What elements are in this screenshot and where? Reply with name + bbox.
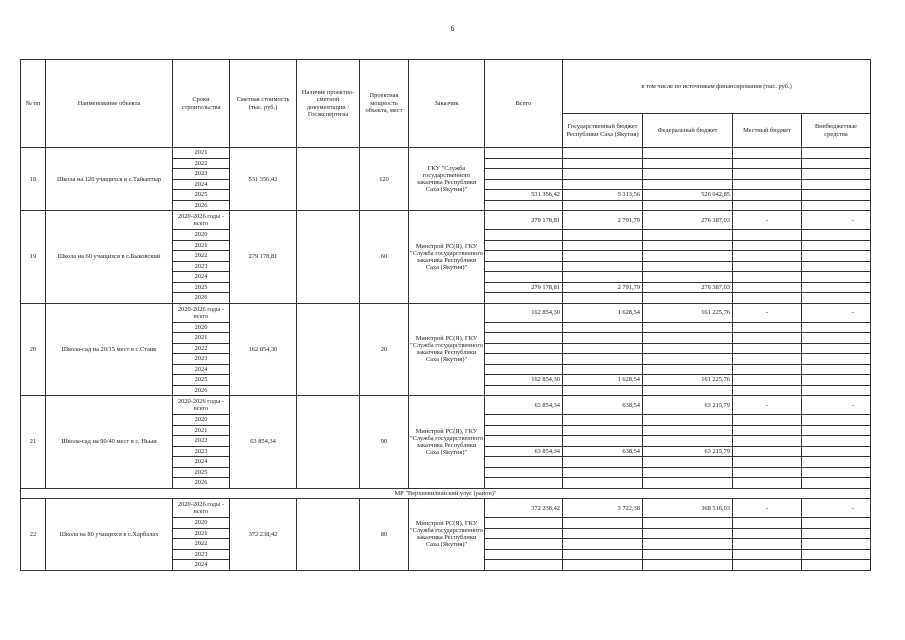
state-budget-cell: 638,54 bbox=[563, 446, 643, 457]
total-cell bbox=[485, 343, 563, 354]
state-budget-cell: 3 722,38 bbox=[563, 499, 643, 518]
state-budget-cell: 1 628,54 bbox=[563, 375, 643, 386]
total-cell bbox=[485, 230, 563, 241]
federal-budget-cell: 161 225,76 bbox=[643, 375, 733, 386]
extra-budget-cell bbox=[802, 322, 871, 333]
total-cell: 162 854,30 bbox=[485, 375, 563, 386]
extra-budget-cell bbox=[802, 200, 871, 211]
object-capacity: 20 bbox=[360, 303, 409, 396]
object-number: 20 bbox=[21, 303, 46, 396]
object-capacity: 60 bbox=[360, 211, 409, 304]
federal-budget-cell bbox=[643, 158, 733, 169]
state-budget-cell bbox=[563, 436, 643, 447]
extra-budget-cell bbox=[802, 251, 871, 262]
total-cell bbox=[485, 539, 563, 550]
table-body bbox=[21, 148, 871, 571]
federal-budget-cell bbox=[643, 560, 733, 571]
period-cell: 2024 bbox=[173, 364, 230, 375]
federal-budget-cell: 63 215,79 bbox=[643, 446, 733, 457]
object-cost: 63 854,34 bbox=[230, 396, 297, 489]
total-cell bbox=[485, 415, 563, 426]
federal-budget-cell bbox=[643, 385, 733, 396]
object-name: Школа-сад на 90/40 мест в с. Ньыи bbox=[46, 396, 173, 489]
total-cell bbox=[485, 261, 563, 272]
total-cell bbox=[485, 158, 563, 169]
period-cell: 2022 bbox=[173, 251, 230, 262]
object-customer: Минстрой РС(Я), ГКУ "Служба государственного заказчика Республики Саха (Якутия)" bbox=[409, 499, 485, 571]
total-cell: 63 854,34 bbox=[485, 446, 563, 457]
extra-budget-cell bbox=[802, 148, 871, 159]
object-cost: 279 178,81 bbox=[230, 211, 297, 304]
extra-budget-cell bbox=[802, 343, 871, 354]
federal-budget-cell bbox=[643, 333, 733, 344]
table-row bbox=[21, 148, 871, 159]
object-docs bbox=[297, 499, 360, 571]
period-cell: 2023 bbox=[173, 354, 230, 365]
extra-budget-cell bbox=[802, 560, 871, 571]
local-budget-cell bbox=[733, 282, 802, 293]
federal-budget-cell: 526 042,85 bbox=[643, 190, 733, 201]
object-customer: ГКУ "Служба государственного заказчика Республики Саха (Якутия)" bbox=[409, 148, 485, 211]
extra-budget-cell bbox=[802, 425, 871, 436]
total-cell: 372 238,42 bbox=[485, 499, 563, 518]
local-budget-cell bbox=[733, 343, 802, 354]
local-budget-cell bbox=[733, 415, 802, 426]
period-cell: 2020 bbox=[173, 415, 230, 426]
local-budget-cell bbox=[733, 240, 802, 251]
federal-budget-cell bbox=[643, 354, 733, 365]
period-cell: 2020 bbox=[173, 230, 230, 241]
table-row bbox=[21, 303, 871, 322]
object-customer: Минстрой РС(Я), ГКУ "Служба государственного заказчика Республики Саха (Якутия)" bbox=[409, 303, 485, 396]
object-number: 19 bbox=[21, 211, 46, 304]
period-cell: 2022 bbox=[173, 343, 230, 354]
federal-budget-cell bbox=[643, 240, 733, 251]
total-cell bbox=[485, 560, 563, 571]
period-cell: 2023 bbox=[173, 169, 230, 180]
state-budget-cell bbox=[563, 518, 643, 529]
federal-budget-cell: 63 215,79 bbox=[643, 396, 733, 415]
local-budget-cell bbox=[733, 322, 802, 333]
state-budget-cell bbox=[563, 467, 643, 478]
state-budget-cell bbox=[563, 251, 643, 262]
object-cost: 162 854,30 bbox=[230, 303, 297, 396]
period-cell: 2021 bbox=[173, 333, 230, 344]
state-budget-cell: 1 628,54 bbox=[563, 303, 643, 322]
federal-budget-cell bbox=[643, 549, 733, 560]
state-budget-cell: 5 313,56 bbox=[563, 190, 643, 201]
header-name: Наименование объекта bbox=[46, 60, 173, 148]
page-number: 6 bbox=[450, 24, 455, 33]
state-budget-cell bbox=[563, 528, 643, 539]
state-budget-cell bbox=[563, 364, 643, 375]
federal-budget-cell bbox=[643, 200, 733, 211]
federal-budget-cell bbox=[643, 179, 733, 190]
state-budget-cell bbox=[563, 354, 643, 365]
federal-budget-cell bbox=[643, 272, 733, 283]
state-budget-cell bbox=[563, 261, 643, 272]
header-extra: Внебюджетные средства bbox=[802, 114, 871, 148]
federal-budget-cell bbox=[643, 251, 733, 262]
total-cell bbox=[485, 333, 563, 344]
object-docs bbox=[297, 148, 360, 211]
object-customer: Минстрой РС(Я), ГКУ "Служба государственного заказчика Республики Саха (Якутия)" bbox=[409, 211, 485, 304]
state-budget-cell bbox=[563, 179, 643, 190]
state-budget-cell bbox=[563, 343, 643, 354]
local-budget-cell bbox=[733, 539, 802, 550]
period-cell: 2024 bbox=[173, 560, 230, 571]
region-title: МР "Верхневилюйский улус (район)" bbox=[21, 488, 871, 499]
local-budget-cell bbox=[733, 478, 802, 489]
period-cell: 2020-2026 годы - всего bbox=[173, 303, 230, 322]
total-cell bbox=[485, 169, 563, 180]
table-row bbox=[21, 499, 871, 518]
extra-budget-cell: - bbox=[802, 396, 871, 415]
total-cell: 162 854,30 bbox=[485, 303, 563, 322]
total-cell bbox=[485, 251, 563, 262]
extra-budget-cell: - bbox=[802, 499, 871, 518]
extra-budget-cell bbox=[802, 539, 871, 550]
extra-budget-cell bbox=[802, 364, 871, 375]
extra-budget-cell bbox=[802, 230, 871, 241]
local-budget-cell bbox=[733, 457, 802, 468]
extra-budget-cell bbox=[802, 169, 871, 180]
extra-budget-cell bbox=[802, 446, 871, 457]
local-budget-cell bbox=[733, 436, 802, 447]
local-budget-cell bbox=[733, 375, 802, 386]
local-budget-cell bbox=[733, 549, 802, 560]
local-budget-cell bbox=[733, 148, 802, 159]
extra-budget-cell bbox=[802, 375, 871, 386]
extra-budget-cell bbox=[802, 518, 871, 529]
object-capacity: 120 bbox=[360, 148, 409, 211]
local-budget-cell bbox=[733, 261, 802, 272]
period-cell: 2021 bbox=[173, 240, 230, 251]
extra-budget-cell bbox=[802, 385, 871, 396]
period-cell: 2025 bbox=[173, 282, 230, 293]
local-budget-cell bbox=[733, 169, 802, 180]
period-cell: 2020-2026 годы - всего bbox=[173, 396, 230, 415]
period-cell: 2024 bbox=[173, 457, 230, 468]
period-cell: 2025 bbox=[173, 375, 230, 386]
total-cell bbox=[485, 148, 563, 159]
federal-budget-cell: 276 387,03 bbox=[643, 211, 733, 230]
header-local: Местный бюджет bbox=[733, 114, 802, 148]
extra-budget-cell bbox=[802, 190, 871, 201]
extra-budget-cell bbox=[802, 528, 871, 539]
federal-budget-cell bbox=[643, 518, 733, 529]
total-cell: 63 854,34 bbox=[485, 396, 563, 415]
period-cell: 2026 bbox=[173, 385, 230, 396]
local-budget-cell bbox=[733, 190, 802, 201]
total-cell bbox=[485, 425, 563, 436]
period-cell: 2020-2026 годы - всего bbox=[173, 211, 230, 230]
state-budget-cell: 2 791,79 bbox=[563, 211, 643, 230]
total-cell bbox=[485, 478, 563, 489]
total-cell bbox=[485, 272, 563, 283]
total-cell bbox=[485, 364, 563, 375]
period-cell: 2022 bbox=[173, 158, 230, 169]
total-cell bbox=[485, 354, 563, 365]
federal-budget-cell bbox=[643, 261, 733, 272]
extra-budget-cell bbox=[802, 549, 871, 560]
state-budget-cell bbox=[563, 425, 643, 436]
federal-budget-cell bbox=[643, 148, 733, 159]
state-budget-cell bbox=[563, 333, 643, 344]
header-period: Сроки строительства bbox=[173, 60, 230, 148]
state-budget-cell bbox=[563, 230, 643, 241]
object-cost: 531 356,42 bbox=[230, 148, 297, 211]
state-budget-cell bbox=[563, 457, 643, 468]
header-docs: Наличие проектно-сметной документации /Госэкспертизы bbox=[297, 60, 360, 148]
total-cell bbox=[485, 200, 563, 211]
header-state: Государственный бюджет Республики Саха (Якутия) bbox=[563, 114, 643, 148]
extra-budget-cell bbox=[802, 333, 871, 344]
local-budget-cell bbox=[733, 179, 802, 190]
object-cost: 372 238,42 bbox=[230, 499, 297, 571]
period-cell: 2022 bbox=[173, 436, 230, 447]
object-number: 18 bbox=[21, 148, 46, 211]
total-cell: 531 356,42 bbox=[485, 190, 563, 201]
total-cell bbox=[485, 293, 563, 304]
local-budget-cell bbox=[733, 333, 802, 344]
total-cell bbox=[485, 322, 563, 333]
extra-budget-cell: - bbox=[802, 211, 871, 230]
state-budget-cell bbox=[563, 549, 643, 560]
extra-budget-cell bbox=[802, 240, 871, 251]
total-cell bbox=[485, 240, 563, 251]
object-name: Школа на 120 учащихся в с.Тайыптыр bbox=[46, 148, 173, 211]
local-budget-cell bbox=[733, 518, 802, 529]
local-budget-cell bbox=[733, 200, 802, 211]
table-header bbox=[21, 60, 871, 148]
state-budget-cell bbox=[563, 169, 643, 180]
federal-budget-cell bbox=[643, 425, 733, 436]
state-budget-cell: 2 791,79 bbox=[563, 282, 643, 293]
federal-budget-cell bbox=[643, 528, 733, 539]
extra-budget-cell bbox=[802, 354, 871, 365]
total-cell: 279 178,81 bbox=[485, 282, 563, 293]
period-cell: 2023 bbox=[173, 549, 230, 560]
object-number: 21 bbox=[21, 396, 46, 489]
state-budget-cell: 638,54 bbox=[563, 396, 643, 415]
federal-budget-cell bbox=[643, 364, 733, 375]
header-capacity: Проектная мощность объекта, мест bbox=[360, 60, 409, 148]
federal-budget-cell bbox=[643, 467, 733, 478]
object-name: Школа на 80 учащихся в с.Харбалах bbox=[46, 499, 173, 571]
object-customer: Минстрой РС(Я), ГКУ "Служба государственного заказчика Республики Саха (Якутия)" bbox=[409, 396, 485, 489]
period-cell: 2026 bbox=[173, 293, 230, 304]
local-budget-cell bbox=[733, 272, 802, 283]
total-cell bbox=[485, 528, 563, 539]
extra-budget-cell bbox=[802, 457, 871, 468]
federal-budget-cell bbox=[643, 457, 733, 468]
object-capacity: 80 bbox=[360, 499, 409, 571]
construction-objects-table bbox=[20, 59, 871, 571]
period-cell: 2026 bbox=[173, 200, 230, 211]
local-budget-cell bbox=[733, 467, 802, 478]
period-cell: 2025 bbox=[173, 190, 230, 201]
total-cell bbox=[485, 549, 563, 560]
period-cell: 2024 bbox=[173, 179, 230, 190]
period-cell: 2021 bbox=[173, 148, 230, 159]
state-budget-cell bbox=[563, 478, 643, 489]
state-budget-cell bbox=[563, 385, 643, 396]
state-budget-cell bbox=[563, 158, 643, 169]
header-sources: в том числе по источникам финансирования (тыс. руб.) bbox=[563, 60, 871, 114]
header-federal: Федеральный бюджет bbox=[643, 114, 733, 148]
period-cell: 2021 bbox=[173, 425, 230, 436]
table-row bbox=[21, 211, 871, 230]
federal-budget-cell bbox=[643, 293, 733, 304]
state-budget-cell bbox=[563, 272, 643, 283]
extra-budget-cell bbox=[802, 282, 871, 293]
local-budget-cell: - bbox=[733, 396, 802, 415]
period-cell: 2020 bbox=[173, 322, 230, 333]
local-budget-cell: - bbox=[733, 303, 802, 322]
local-budget-cell: - bbox=[733, 499, 802, 518]
total-cell: 279 178,81 bbox=[485, 211, 563, 230]
extra-budget-cell bbox=[802, 158, 871, 169]
period-cell: 2022 bbox=[173, 539, 230, 550]
period-cell: 2020 bbox=[173, 518, 230, 529]
extra-budget-cell bbox=[802, 415, 871, 426]
total-cell bbox=[485, 436, 563, 447]
total-cell bbox=[485, 467, 563, 478]
federal-budget-cell bbox=[643, 539, 733, 550]
object-number: 22 bbox=[21, 499, 46, 571]
period-cell: 2026 bbox=[173, 478, 230, 489]
header-cost: Сметная стоимость (тыс. руб.) bbox=[230, 60, 297, 148]
local-budget-cell bbox=[733, 364, 802, 375]
header-num: № пп bbox=[21, 60, 46, 148]
state-budget-cell bbox=[563, 293, 643, 304]
period-cell: 2023 bbox=[173, 261, 230, 272]
period-cell: 2025 bbox=[173, 467, 230, 478]
total-cell bbox=[485, 385, 563, 396]
extra-budget-cell bbox=[802, 467, 871, 478]
period-cell: 2020-2026 годы - всего bbox=[173, 499, 230, 518]
extra-budget-cell bbox=[802, 436, 871, 447]
total-cell bbox=[485, 457, 563, 468]
header-customer: Заказчик bbox=[409, 60, 485, 148]
federal-budget-cell bbox=[643, 230, 733, 241]
object-capacity: 90 bbox=[360, 396, 409, 489]
object-name: Школа-сад на 20/15 мест в с.Стаик bbox=[46, 303, 173, 396]
state-budget-cell bbox=[563, 539, 643, 550]
extra-budget-cell bbox=[802, 261, 871, 272]
local-budget-cell bbox=[733, 560, 802, 571]
federal-budget-cell bbox=[643, 343, 733, 354]
total-cell bbox=[485, 179, 563, 190]
local-budget-cell bbox=[733, 158, 802, 169]
local-budget-cell bbox=[733, 251, 802, 262]
object-name: Школа на 60 учащихся в с.Быковский bbox=[46, 211, 173, 304]
federal-budget-cell bbox=[643, 436, 733, 447]
federal-budget-cell bbox=[643, 415, 733, 426]
table-row bbox=[21, 396, 871, 415]
extra-budget-cell bbox=[802, 179, 871, 190]
extra-budget-cell bbox=[802, 272, 871, 283]
federal-budget-cell bbox=[643, 169, 733, 180]
local-budget-cell bbox=[733, 385, 802, 396]
period-cell: 2021 bbox=[173, 528, 230, 539]
object-docs bbox=[297, 396, 360, 489]
state-budget-cell bbox=[563, 322, 643, 333]
period-cell: 2023 bbox=[173, 446, 230, 457]
header-total: Всего bbox=[485, 60, 563, 148]
federal-budget-cell: 161 225,76 bbox=[643, 303, 733, 322]
total-cell bbox=[485, 518, 563, 529]
region-row bbox=[21, 488, 871, 499]
federal-budget-cell bbox=[643, 322, 733, 333]
federal-budget-cell: 276 387,03 bbox=[643, 282, 733, 293]
extra-budget-cell bbox=[802, 293, 871, 304]
local-budget-cell bbox=[733, 528, 802, 539]
local-budget-cell: - bbox=[733, 211, 802, 230]
extra-budget-cell bbox=[802, 478, 871, 489]
federal-budget-cell: 368 516,03 bbox=[643, 499, 733, 518]
local-budget-cell bbox=[733, 446, 802, 457]
extra-budget-cell: - bbox=[802, 303, 871, 322]
state-budget-cell bbox=[563, 560, 643, 571]
federal-budget-cell bbox=[643, 478, 733, 489]
object-docs bbox=[297, 211, 360, 304]
local-budget-cell bbox=[733, 425, 802, 436]
state-budget-cell bbox=[563, 415, 643, 426]
period-cell: 2024 bbox=[173, 272, 230, 283]
state-budget-cell bbox=[563, 148, 643, 159]
local-budget-cell bbox=[733, 354, 802, 365]
local-budget-cell bbox=[733, 293, 802, 304]
state-budget-cell bbox=[563, 240, 643, 251]
object-docs bbox=[297, 303, 360, 396]
local-budget-cell bbox=[733, 230, 802, 241]
state-budget-cell bbox=[563, 200, 643, 211]
